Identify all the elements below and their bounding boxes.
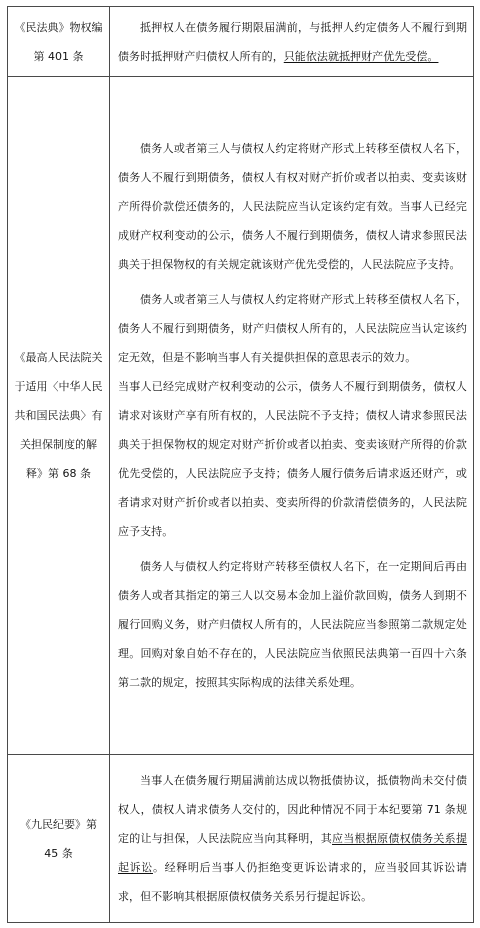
content-text: 当事人在债务履行期届满前达成以物抵债协议，抵债物尚未交付债权人，债权人请求债务人交付的，因此种情况不同于本纪要第 71 条规定的让与担保，人民法院应当向其释明，其 [118,774,467,845]
content-paragraph [118,766,467,911]
table-row [8,77,474,755]
content-paragraph: 债务人或者第三人与债权人约定将财产形式上转移至债权人名下，债务人不履行到期债务，财产归债权人所有的，人民法院应当认定该约定无效，但是不影响当事人有关提供担保的意思表示的效力。 [118,293,467,364]
content-text: 抵押权人在债务履行期限届满前，与抵押人约定债务人不履行到期债务时抵押财产归债权人所有的， [118,20,467,63]
law-comparison-table [7,6,474,923]
content-cell [110,7,474,77]
table-row [8,755,474,923]
content-text: 。经释明后当事人仍拒绝变更诉讼请求的，应当驳回其诉讼请求，但不影响其根据原债权债务关系另行提起诉讼。 [118,861,467,903]
table-row [8,7,474,77]
content-cell [110,755,474,923]
underlined-text: 只能依法就抵押财产优先受偿。 [283,49,439,63]
content-paragraph: 债务人与债权人约定将财产转移至债权人名下，在一定期间后再由债务人或者其指定的第三人以交易本金加上溢价款回购，债务人到期不履行回购义务，财产归债权人所有的，人民法院应当参照第二款规定处理。回购对象自始不存在的，人民法院应当依照民法典第一百四十六条第二款的规定，按照其实际构成的法律关系处理。 [118,560,467,689]
content-paragraph [118,13,467,71]
source-cell [8,7,110,77]
content-cell [110,77,474,755]
underlined-text: 应当根据原债权债务关系提起诉讼 [118,832,467,874]
source-cell [8,77,110,755]
content-paragraph: 债务人或者第三人与债权人约定将财产形式上转移至债权人名下，债务人不履行到期债务，债权人有权对财产折价或者以拍卖、变卖该财产所得价款偿还债务的，人民法院应当认定该约定有效。当事人已经完成财产权利变动的公示，债务人不履行到期债务，债权人请求参照民法典关于担保物权的有关规定就该财产优先受偿的，人民法院应予支持。 [118,142,467,271]
source-title: 《民法典》物权编第 401 条 [14,20,103,63]
source-title: 《九民纪要》第 45 条 [20,817,97,860]
source-title: 《最高人民法院关于适用〈中华人民共和国民法典〉有关担保制度的解释》第 68 条 [14,351,103,480]
content-paragraph: 当事人已经完成财产权利变动的公示，债务人不履行到期债务，债权人请求对该财产享有所有权的，人民法院不予支持；债权人请求参照民法典关于担保物权的规定对财产折价或者以拍卖、变卖该财产所得的价款优先受偿的，人民法院应予支持；债务人履行债务后请求返还财产，或者请求对财产折价或者以拍卖、变卖所得的价款清偿债务的，人民法院应予支持。 [118,380,467,538]
source-cell [8,755,110,923]
